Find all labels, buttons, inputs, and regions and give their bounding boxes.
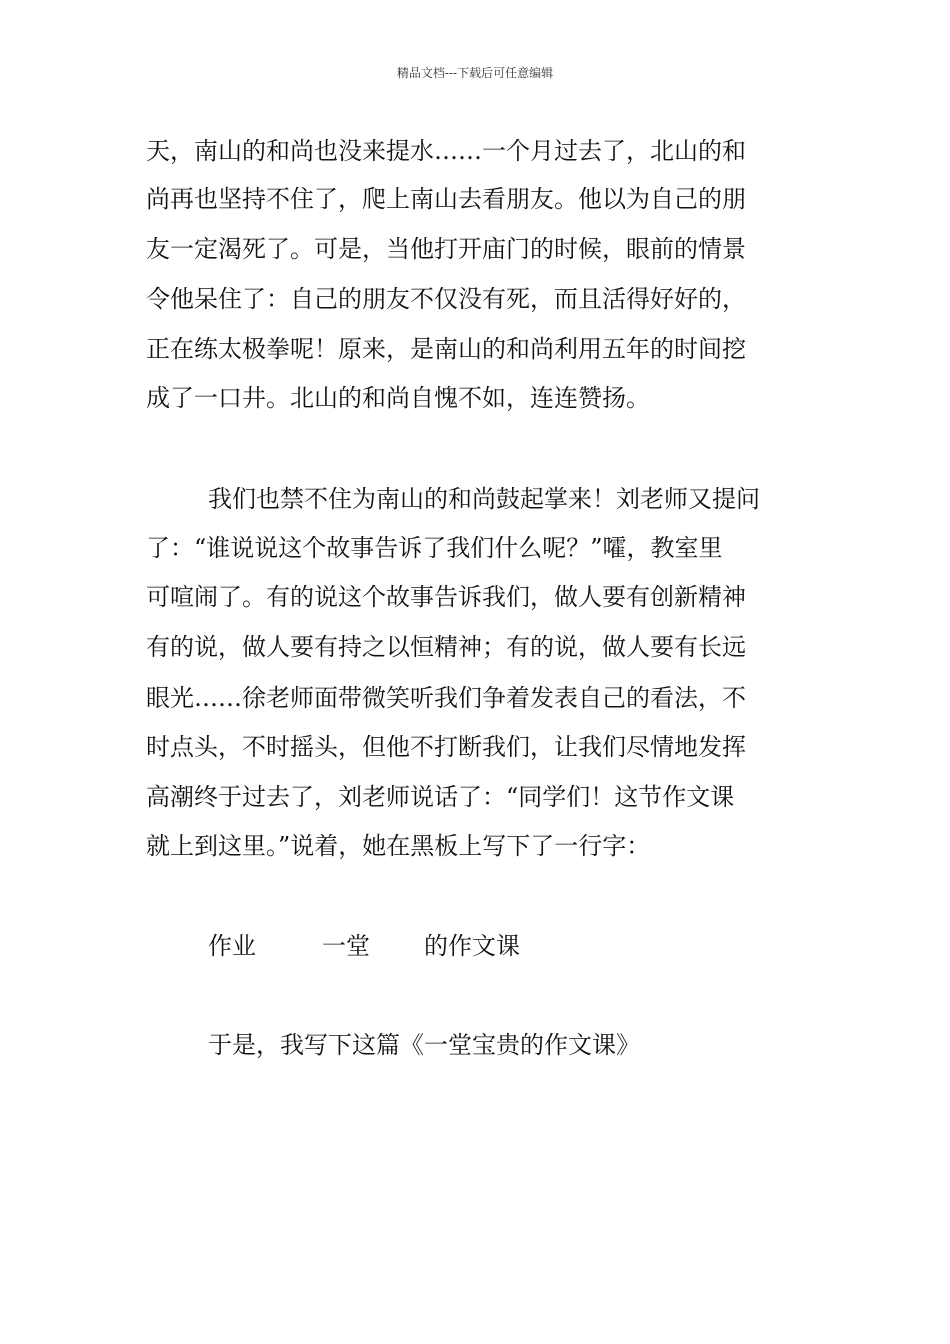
closing-line: 于是，我写下这篇《一堂宝贵的作文课》 (208, 1031, 640, 1059)
homework-word: 作业 (208, 932, 256, 960)
text-line: 友一定渴死了。可是，当他打开庙门的时候，眼前的情景 (146, 235, 746, 263)
page-header: 精品文档---下载后可任意编辑 (396, 66, 554, 80)
text-line: 正在练太极拳呢！原来，是南山的和尚利用五年的时间挖 (146, 335, 746, 363)
text-line: 令他呆住了：自己的朋友不仅没有死，而且活得好好的， (146, 285, 746, 313)
text-line: 眼光……徐老师面带微笑听我们争着发表自己的看法，不 (146, 684, 746, 712)
text-line: 就上到这里。”说着，她在黑板上写下了一行字： (146, 832, 651, 860)
text-line: 高潮终于过去了，刘老师说话了：“同学们！这节作文课 (146, 783, 735, 811)
text-line: 可喧闹了。有的说这个故事告诉我们，做人要有创新精神 (146, 583, 746, 611)
text-line: 尚再也坚持不住了，爬上南山去看朋友。他以为自己的朋 (146, 185, 746, 213)
homework-line (208, 931, 878, 961)
text-line: 我们也禁不住为南山的和尚鼓起掌来！刘老师又提问 (208, 485, 760, 513)
text-line: 成了一口井。北山的和尚自愧不如，连连赞扬。 (146, 384, 650, 412)
text-line: 天，南山的和尚也没来提水……一个月过去了，北山的和 (146, 137, 746, 165)
text-line: 有的说，做人要有持之以恒精神；有的说，做人要有长远 (146, 633, 746, 661)
homework-word: 的作文课 (424, 932, 520, 960)
text-line: 了：“谁说说这个故事告诉了我们什么呢？”嚯，教室里 (146, 534, 723, 562)
text-line: 时点头，不时摇头，但他不打断我们，让我们尽情地发挥 (146, 733, 746, 761)
homework-word: 一堂 (322, 932, 370, 960)
